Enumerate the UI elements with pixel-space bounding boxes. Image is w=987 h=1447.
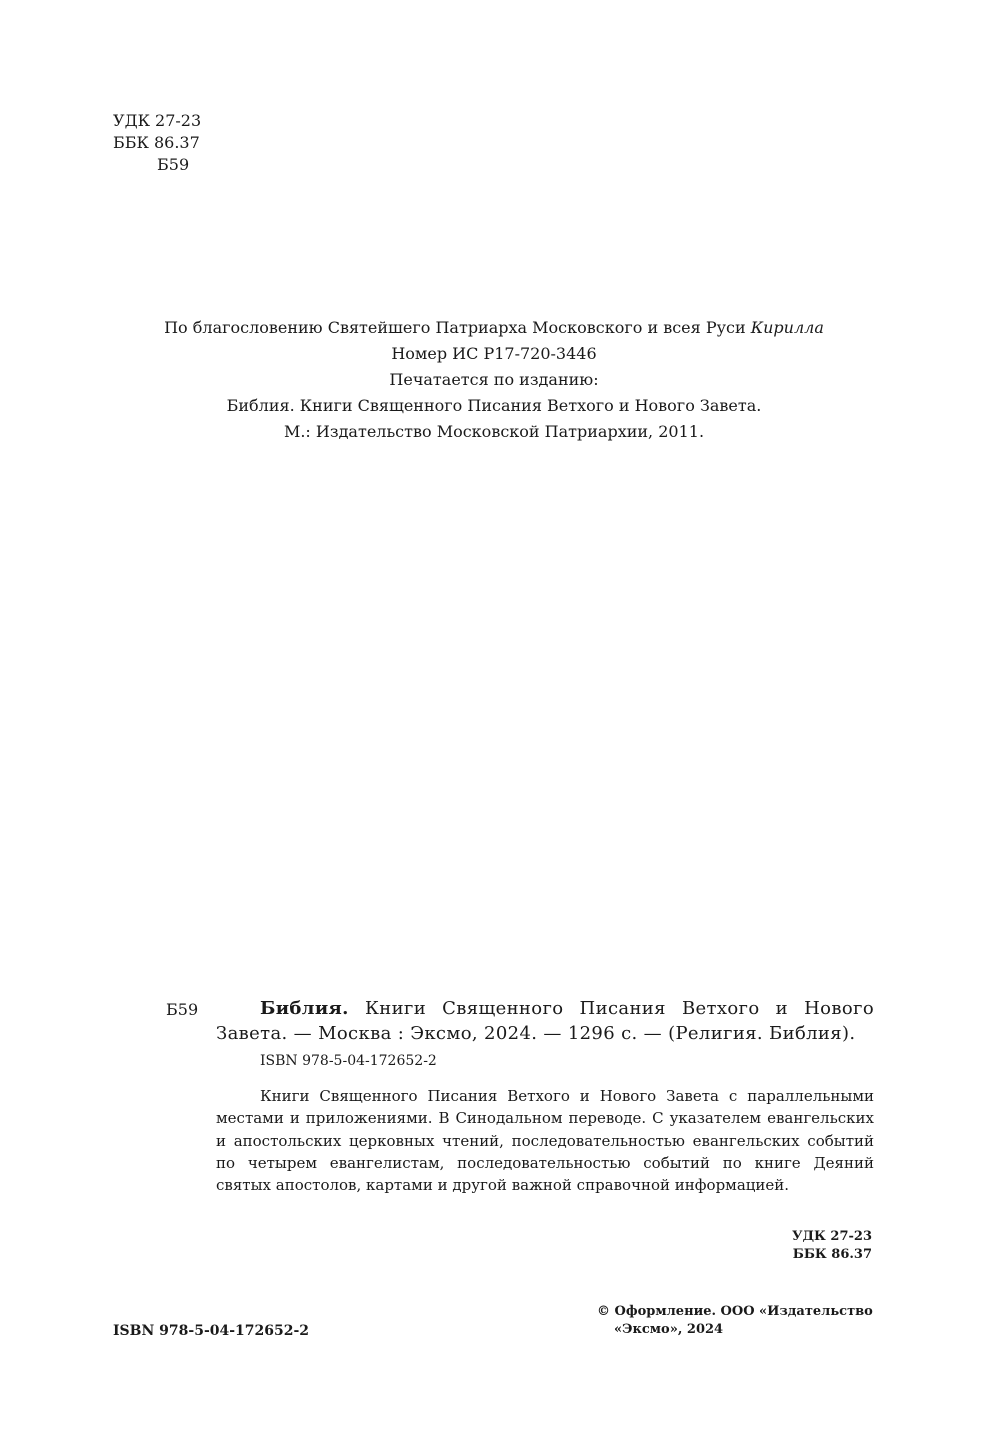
card-udk-code: УДК 27-23 xyxy=(791,1229,872,1244)
top-classification-block xyxy=(113,110,201,176)
annotation-text: Книги Священного Писания Ветхого и Нового Завета с параллельными местами и приложениями. В Синодальном переводе. С указателем евангельских и апостольских церковных чтений, последовательностью евангельских событий по четырем евангелистам, последовательностью событий по книге Деяний святых апостолов, картами и другой важной справочной информацией. xyxy=(216,1087,874,1195)
printed-from-label: Печатается по изданию: xyxy=(389,370,599,389)
card-bbk-code: ББК 86.37 xyxy=(792,1247,872,1262)
source-edition-publisher: М.: Издательство Московской Патриархии, 2011. xyxy=(283,422,705,441)
copyright-notice xyxy=(597,1303,882,1339)
source-edition-title: Библия. Книги Священного Писания Ветхого и Нового Завета. xyxy=(226,396,762,415)
card-bibliographic-record xyxy=(216,996,874,1046)
publishing-council-number: Номер ИС Р17-720-3446 xyxy=(391,344,597,363)
card-title-rest: Книги Священного Писания Ветхого и Нового Завета. — Москва : Эксмо, 2024. — 1296 с. — (Религия. Библия). xyxy=(216,998,875,1044)
top-udk-code: УДК 27-23 xyxy=(113,111,202,130)
top-author-mark: Б59 xyxy=(157,155,190,174)
blessing-line xyxy=(100,315,888,341)
footer-isbn: ISBN 978-5-04-172652-2 xyxy=(113,1323,310,1339)
copyright-line-1: © Оформление. ООО «Издательство xyxy=(597,1304,873,1319)
card-annotation xyxy=(216,1085,874,1196)
card-isbn: ISBN 978-5-04-172652-2 xyxy=(260,1053,437,1069)
copyright-line-2: «Эксмо», 2024 xyxy=(614,1322,724,1337)
annotation-indent xyxy=(216,1087,260,1105)
blessing-block xyxy=(100,315,888,445)
patriarch-name: Кирилла xyxy=(750,318,824,337)
card-title-indent xyxy=(216,998,260,1019)
top-bbk-code: ББК 86.37 xyxy=(113,133,200,152)
card-title-bold: Библия. xyxy=(260,998,349,1019)
card-classification-codes xyxy=(760,1228,872,1264)
blessing-text: По благословению Святейшего Патриарха Московского и всея Руси xyxy=(164,318,746,337)
card-author-mark: Б59 xyxy=(166,1000,199,1019)
